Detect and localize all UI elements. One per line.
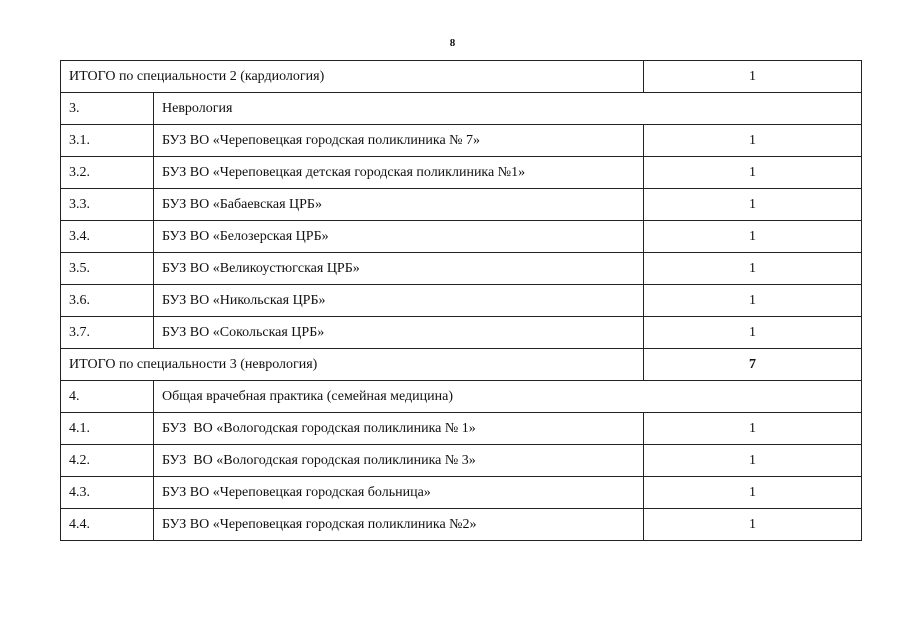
table-row [61,413,862,445]
row-number: 3.5. [61,253,154,285]
row-number: 4.2. [61,445,154,477]
row-number: 3.7. [61,317,154,349]
table-row [61,285,862,317]
row-count: 1 [644,477,862,509]
row-count: 1 [644,509,862,541]
row-count: 1 [644,253,862,285]
section-row [61,93,862,125]
row-number: 4.1. [61,413,154,445]
total-label: ИТОГО по специальности 2 (кардиология) [61,61,644,93]
row-count: 1 [644,221,862,253]
row-number: 3.2. [61,157,154,189]
institution-name: БУЗ ВО «Вологодская городская поликлиника № 1» [154,413,644,445]
row-number: 3.4. [61,221,154,253]
institution-name: БУЗ ВО «Череповецкая городская поликлиника №2» [154,509,644,541]
row-count: 1 [644,189,862,221]
table-row [61,253,862,285]
institution-name: БУЗ ВО «Великоустюгская ЦРБ» [154,253,644,285]
row-count: 1 [644,157,862,189]
row-count: 1 [644,125,862,157]
row-number: 3.6. [61,285,154,317]
row-count: 1 [644,285,862,317]
table-row [61,445,862,477]
section-title: Неврология [154,93,862,125]
table-row [61,189,862,221]
row-number: 3.3. [61,189,154,221]
total-count: 7 [644,349,862,381]
table-row [61,317,862,349]
section-number: 4. [61,381,154,413]
row-count: 1 [644,317,862,349]
row-number: 4.3. [61,477,154,509]
allocation-table [60,60,862,541]
row-count: 1 [644,413,862,445]
institution-name: БУЗ ВО «Никольская ЦРБ» [154,285,644,317]
institution-name: БУЗ ВО «Белозерская ЦРБ» [154,221,644,253]
total-label: ИТОГО по специальности 3 (неврология) [61,349,644,381]
row-count: 1 [644,445,862,477]
institution-name: БУЗ ВО «Череповецкая городская поликлиника № 7» [154,125,644,157]
table-row [61,125,862,157]
table-row [61,477,862,509]
section-title: Общая врачебная практика (семейная медицина) [154,381,862,413]
page-number: 8 [449,37,456,49]
institution-name: БУЗ ВО «Череповецкая городская больница» [154,477,644,509]
institution-name: БУЗ ВО «Череповецкая детская городская поликлиника №1» [154,157,644,189]
section-row [61,381,862,413]
total-count: 1 [644,61,862,93]
institution-name: БУЗ ВО «Вологодская городская поликлиника № 3» [154,445,644,477]
institution-name: БУЗ ВО «Бабаевская ЦРБ» [154,189,644,221]
row-number: 4.4. [61,509,154,541]
row-number: 3.1. [61,125,154,157]
table-row [61,221,862,253]
table-row [61,157,862,189]
section-number: 3. [61,93,154,125]
institution-name: БУЗ ВО «Сокольская ЦРБ» [154,317,644,349]
table-row [61,509,862,541]
total-row [61,349,862,381]
total-row [61,61,862,93]
